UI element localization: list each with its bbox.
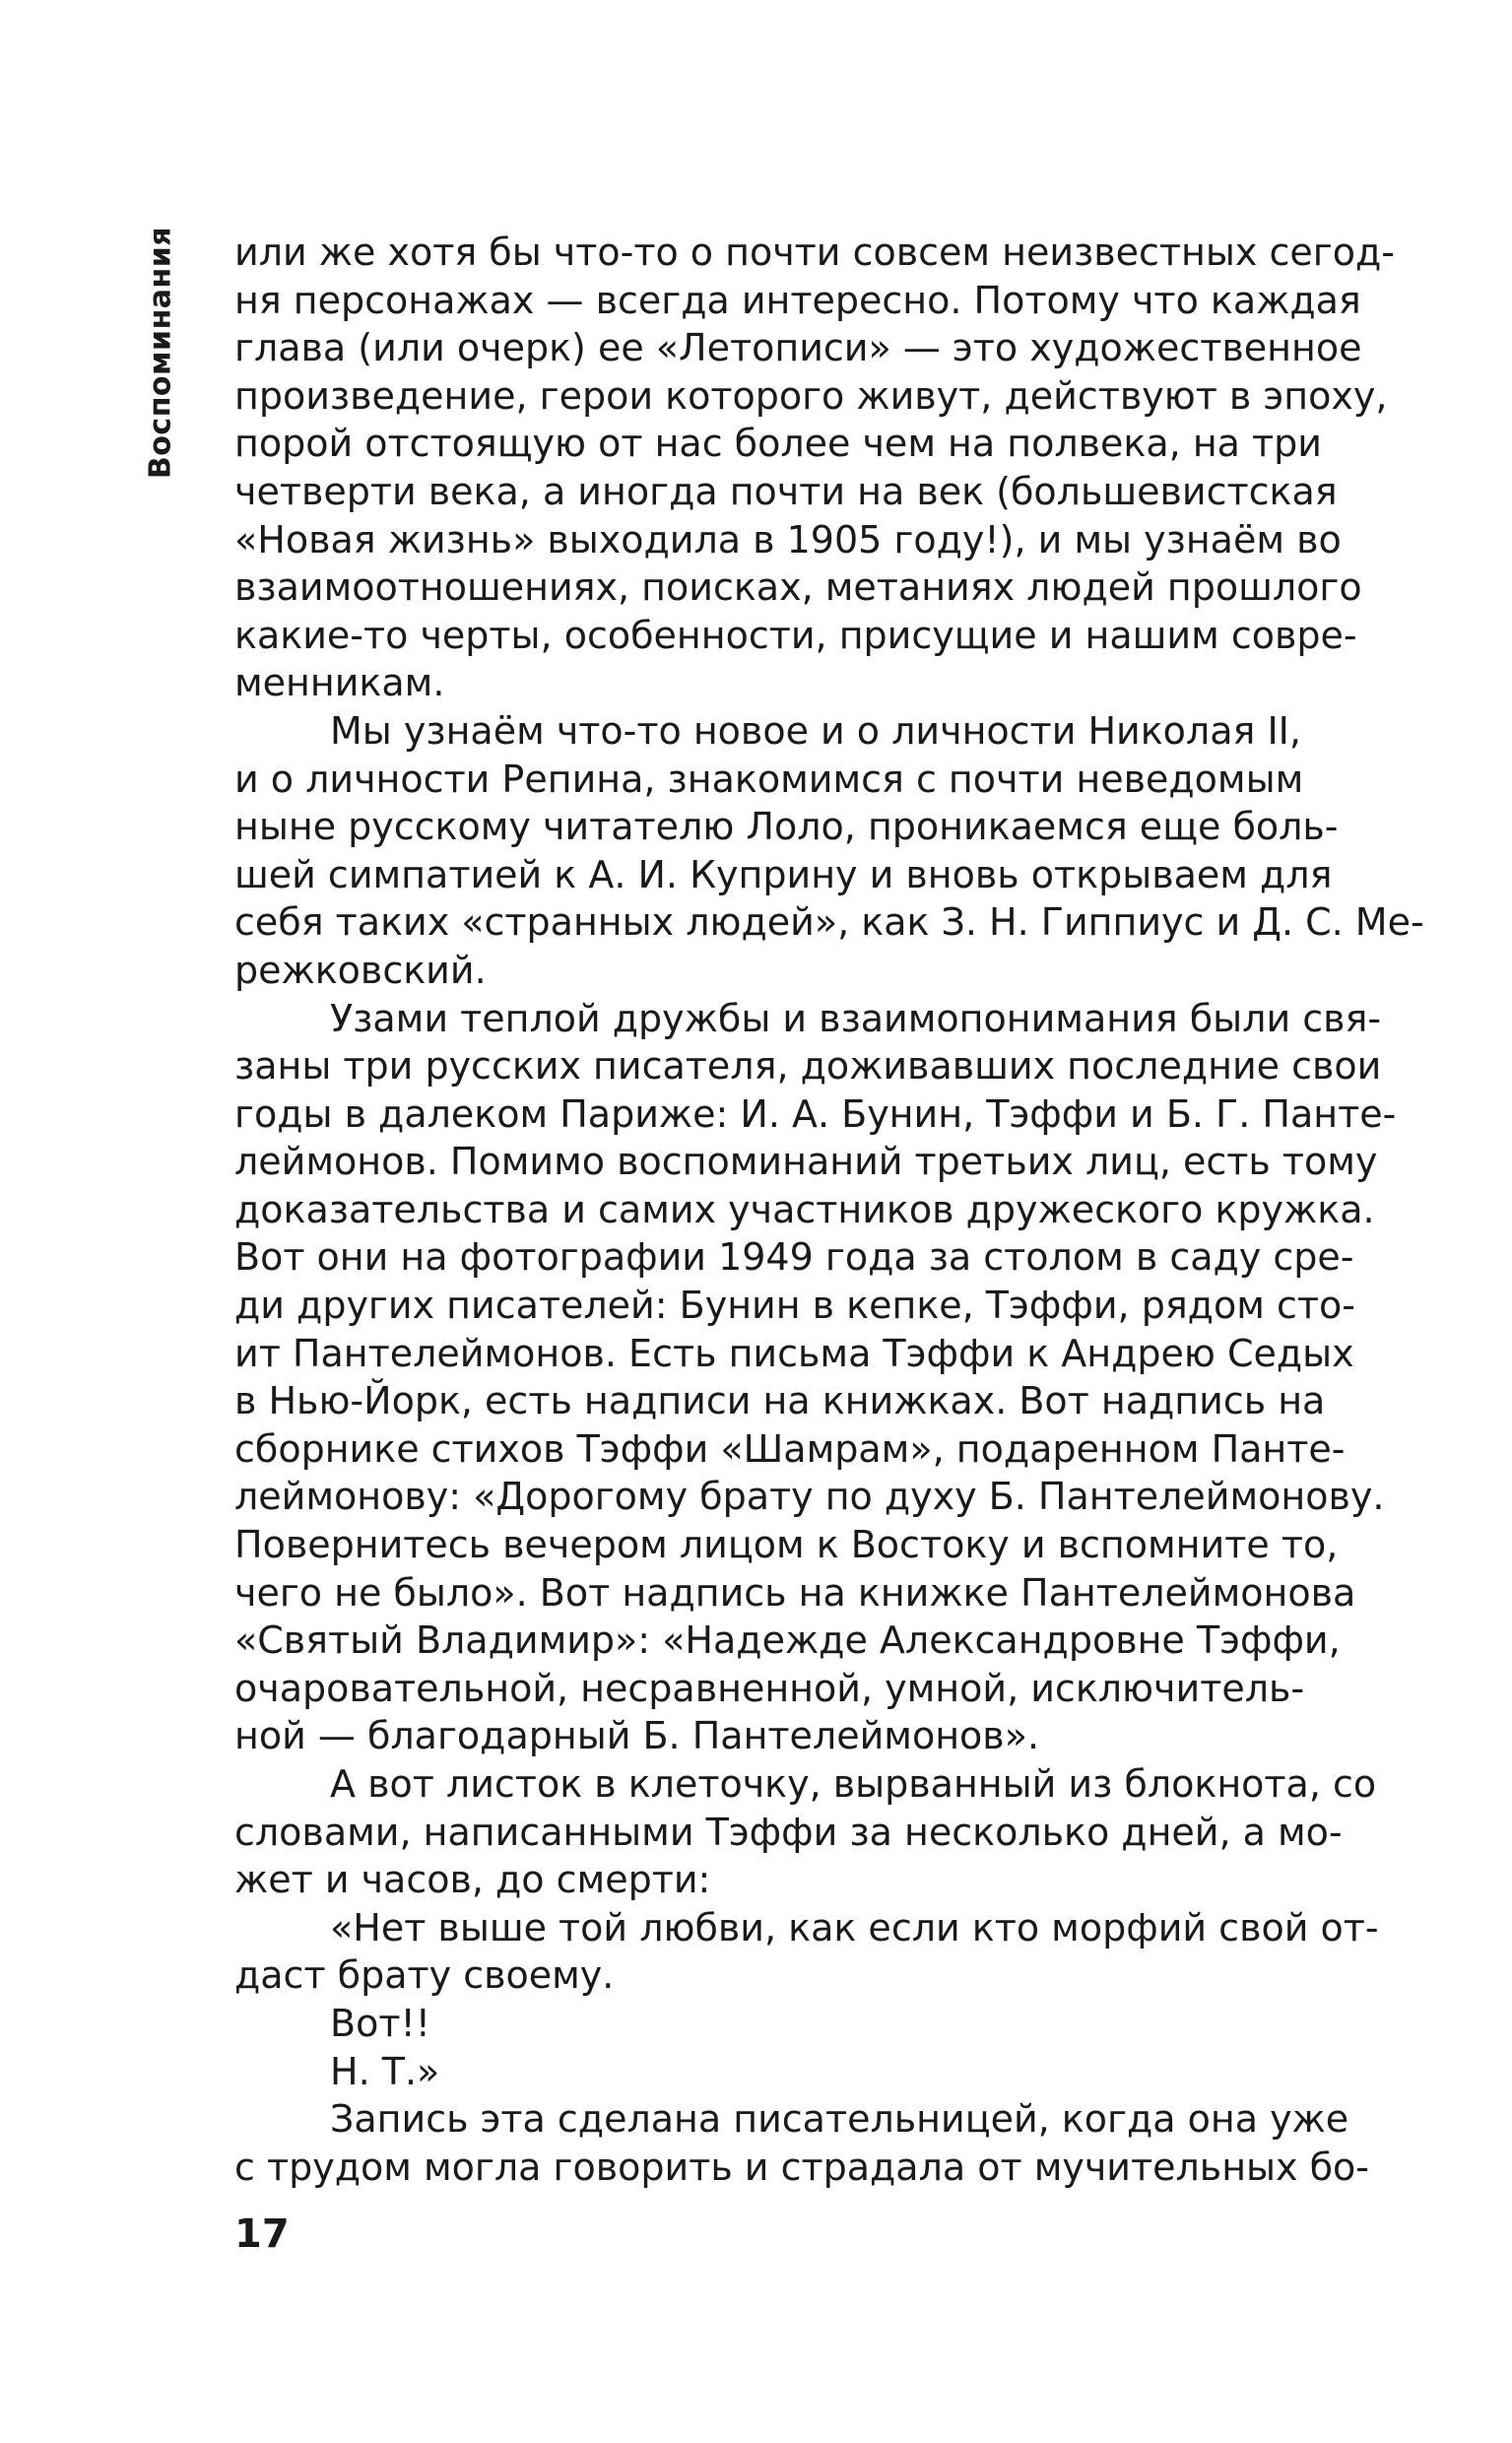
text-line: леймонову: «Дорогому брату по духу Б. Пантелеймонову. — [234, 1475, 1385, 1519]
running-head-label: Воспоминания — [143, 226, 178, 480]
text-line: Запись эта сделана писательницей, когда она уже — [330, 2097, 1349, 2142]
text-line: ня персонажах — всегда интересно. Потому что каждая — [234, 278, 1361, 322]
text-line: режковский. — [234, 948, 487, 992]
text-line: годы в далеком Париже: И. А. Бунин, Тэффи и Б. Г. Панте- — [234, 1091, 1397, 1136]
running-head — [136, 226, 185, 480]
text-line: взаимоотношениях, поисках, метаниях людей прошлого — [234, 565, 1362, 610]
text-line: шей симпатией к А. И. Куприну и вновь открываем для — [234, 852, 1333, 896]
text-line: ной — благодарный Б. Пантелеймонов». — [234, 1714, 1040, 1758]
text-line: доказательства и самих участников дружеского кружка. — [234, 1187, 1375, 1231]
quote-line: «Нет выше той любви, как если кто морфий свой от- — [330, 1905, 1379, 1949]
body-text — [234, 229, 1424, 2191]
text-line: «Святый Владимир»: «Надежде Александровне Тэффи, — [234, 1618, 1341, 1663]
text-line: Узами теплой дружбы и взаимопонимания были свя- — [330, 996, 1382, 1040]
text-line: Повернитесь вечером лицом к Востоку и вспомните то, — [234, 1523, 1339, 1567]
quote-line: даст брату своему. — [234, 1953, 615, 1998]
text-line: чего не было». Вот надпись на книжке Пантелеймонова — [234, 1570, 1356, 1615]
quote-line: Вот!! — [330, 2001, 430, 2045]
text-line: или же хотя бы что-то о почти совсем неизвестных сегод- — [234, 231, 1395, 274]
text-line: в Нью-Йорк, есть надписи на книжках. Вот надпись на — [234, 1379, 1326, 1423]
text-line: произведение, герои которого живут, действуют в эпоху, — [234, 373, 1388, 418]
text-line: словами, написанными Тэффи за несколько дней, а мо- — [234, 1810, 1343, 1854]
text-line: «Новая жизнь» выходила в 1905 году!), и мы узнаём во — [234, 517, 1342, 561]
text-line: менникам. — [234, 661, 445, 705]
text-line: ди других писателей: Бунин в кепке, Тэффи, рядом сто- — [234, 1284, 1355, 1328]
quote-signature: Н. Т.» — [330, 2049, 440, 2093]
text-line: А вот листок в клеточку, вырванный из блокнота, со — [330, 1762, 1377, 1806]
text-line: себя таких «странных людей», как З. Н. Гиппиус и Д. С. Ме- — [234, 900, 1424, 945]
text-line: четверти века, а иногда почти на век (большевистская — [234, 469, 1338, 513]
text-line: ит Пантелеймонов. Есть письма Тэффи к Андрею Седых — [234, 1331, 1354, 1375]
text-line: сборнике стихов Тэффи «Шамрам», подаренном Панте- — [234, 1426, 1346, 1471]
text-line: Мы узнаём что-то новое и о личности Николая II, — [330, 708, 1301, 753]
text-line: жет и часов, до смерти: — [234, 1858, 711, 1902]
page-number: 17 — [234, 2212, 290, 2257]
text-line: какие-то черты, особенности, присущие и нашим совре- — [234, 613, 1357, 657]
text-line: порой отстоящую от нас более чем на полвека, на три — [234, 422, 1322, 466]
text-line: Вот они на фотографии 1949 года за столом в саду сре- — [234, 1235, 1354, 1280]
text-line: глава (или очерк) ее «Летописи» — это художественное — [234, 326, 1362, 370]
text-line: с трудом могла говорить и страдала от мучительных бо- — [234, 2145, 1370, 2189]
text-line: и о личности Репина, знакомимся с почти неведомым — [234, 757, 1304, 801]
text-line: заны три русских писателя, доживавших последние свои — [234, 1044, 1382, 1089]
text-line: леймонов. Помимо воспоминаний третьих лиц, есть тому — [234, 1140, 1378, 1184]
text-line: очаровательной, несравненной, умной, исключитель- — [234, 1666, 1305, 1710]
text-line: ныне русскому читателю Лоло, проникаемся еще боль- — [234, 805, 1339, 849]
